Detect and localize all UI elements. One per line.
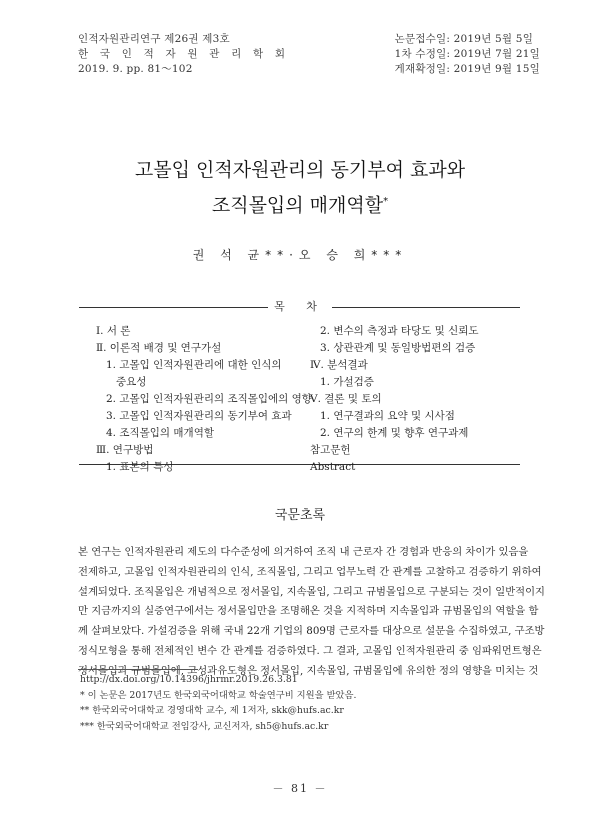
abstract-line: 설계되었다. 조직몰입은 개념적으로 정서몰입, 지속몰입, 그리고 규범몰입으로 구분되는 것이 일반적이지 [78,585,545,598]
toc-item: Abstract [310,461,356,473]
abstract-line: 전제하고, 고몰입 인적자원관리의 인식, 조직몰입, 그리고 업무노력 간 관계를 고찰하고 검증하기 위하여 [78,565,542,578]
toc-heading-text: 목 차 [268,300,332,313]
footnote: * 이 논문은 2017년도 한국외국어대학교 학술연구비 지원을 받았음. [80,689,357,701]
toc-item: 3. 상관관계 및 동일방법편의 검증 [320,342,476,354]
toc-item: Ⅲ. 연구방법 [96,444,154,456]
toc-item: 1. 고몰입 인적자원관리에 대한 인식의 [106,359,282,371]
toc-item: 1. 표본의 특성 [106,461,174,473]
footnotes [80,672,356,734]
abstract-heading: 국문초록 [274,508,326,523]
footnote: *** 한국외국어대학교 전임강사, 교신저자, sh5@hufs.ac.kr [80,720,329,732]
paper-title [0,155,600,221]
toc-item: 중요성 [116,376,147,388]
author-list: 권 석 균**·오 승 희*** [192,248,408,262]
toc-item: Ⅰ. 서 론 [96,325,131,337]
page-number: － 81 － [272,782,328,795]
abstract-line: 본 연구는 인적자원관리 제도의 다수준성에 의거하여 조직 내 근로자 간 경험과 반응의 차이가 있음을 [78,546,529,558]
toc-item: 2. 고몰입 인적자원관리의 조직몰입에의 영향 [106,393,312,405]
title-footnote-mark: * [383,196,389,207]
toc-item: Ⅴ. 결론 및 토의 [310,393,382,405]
toc-item: 1. 연구결과의 요약 및 시사점 [320,410,455,422]
abstract-line: 정서몰입과 규범몰입에, 고성과유도형은 정서몰입, 지속몰입, 규범몰입에 유의한 정의 영향을 미치는 것 [78,664,539,677]
submission-dates [395,32,540,77]
abstract-body [78,543,545,682]
toc-left-column [96,323,312,476]
date-received: 논문접수일: 2019년 5월 5일 [394,33,534,45]
toc-item: 3. 고몰입 인적자원관리의 동기부여 효과 [106,410,292,422]
toc-item: Ⅱ. 이론적 배경 및 연구가설 [96,342,222,354]
journal-pages: 2019. 9. pp. 81～102 [78,63,193,75]
title-line-2 [0,186,600,221]
toc-item: 1. 가설검증 [320,376,374,388]
abstract-line: 께 살펴보았다. 가설검증을 위해 국내 22개 기업의 809명 근로자를 대상으로 설문을 수집하였고, 구조방 [78,625,545,638]
toc-item: 4. 조직몰입의 매개역할 [106,427,214,439]
footnote: ** 한국외국어대학교 경영대학 교수, 제 1저자, skk@hufs.ac.kr [80,705,344,716]
title-line-2-text: 조직몰입의 매개역할 [211,194,384,217]
journal-name: 인적자원관리연구 제26권 제3호 [78,33,230,45]
date-accepted: 게재확정일: 2019년 9월 15일 [394,63,540,75]
date-revised: 1차 수정일: 2019년 7월 21일 [394,48,540,60]
toc-item: 2. 연구의 한계 및 향후 연구과제 [320,427,469,439]
footnote-divider [78,669,198,670]
society-name: 한 국 인 적 자 원 관 리 학 회 [78,48,290,60]
doi-link[interactable]: http://dx.doi.org/10.14396/jhrmr.2019.26.3.81 [80,674,298,685]
toc-item: 참고문헌 [310,444,351,456]
toc-heading [0,298,600,314]
toc-right-column [310,323,479,476]
toc-item: 2. 변수의 측정과 타당도 및 신뢰도 [320,325,479,337]
abstract-line: 만 지금까지의 실증연구에서는 정서몰입만을 조명해온 것을 지적하며 지속몰입과 규범몰입의 역할을 함 [78,605,539,618]
toc-item: Ⅳ. 분석결과 [310,359,368,371]
abstract-line: 정식모형을 통해 전체적인 변수 간 관계를 검증하였다. 그 결과, 고몰입 인적자원관리 중 임파워먼트형은 [78,644,542,657]
title-line-1: 고몰입 인적자원관리의 동기부여 효과와 [134,159,466,181]
journal-info [78,32,289,77]
